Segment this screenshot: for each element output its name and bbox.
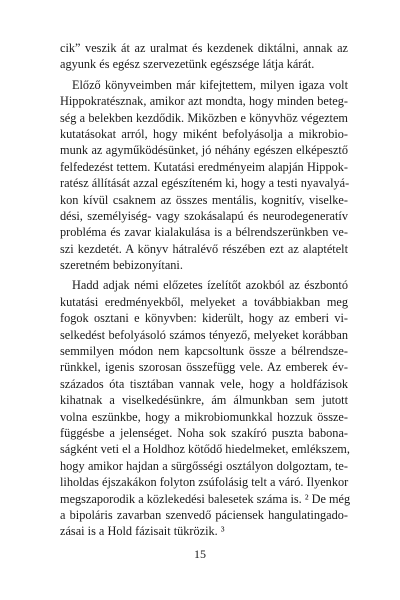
text-line: ságként veti el a Holdhoz kötődő hiedelmeket, emlékszem, (60, 442, 350, 457)
text-line: megszaporodik a közlekedési balesetek száma is. ² De még (60, 491, 351, 506)
text-line: kon kívül csaknem az összes mentális, kognitív, viselke- (60, 192, 348, 207)
text-line: cik” veszik át az uralmat és kezdenek diktálni, annak az (60, 41, 348, 55)
text-line: ség a belekben kezdődik. Miközben e könyvhöz végeztem (60, 110, 348, 125)
text-line: volna eszünkbe, hogy a mikrobiomunkkal hozzuk össze- (60, 409, 348, 424)
text-line: selkedést befolyásoló számos tényező, melyeket korábban (60, 327, 348, 342)
text-line: dési, személyiség- vagy szokásalapú és neurodegeneratív (60, 208, 348, 223)
text-line: Hippokratésznak, amikor azt mondta, hogy minden beteg- (60, 94, 348, 109)
text-line: Előző könyveimben már kifejtettem, milyen igaza volt (72, 77, 348, 92)
text-line: hogy amikor hajdan a sürgősségi osztályon dolgoztam, te- (60, 458, 348, 473)
text-line: ratész állítását azzal egészíteném ki, hogy a testi nyavalyá- (60, 176, 350, 191)
text-line: Hadd adjak némi előzetes ízelítőt azokból az észbontó (72, 278, 348, 293)
text-line: kihatnak a viselkedésünkre, ám álmunkban sem jutott (60, 393, 348, 408)
text-line: felfedezést tettem. Kutatási eredményeim alapján Hippok- (60, 159, 348, 174)
body-text (60, 40, 351, 540)
text-line: agyunk és egész szervezetünk egészsége látja kárát. (60, 57, 315, 72)
text-line: munk az agyműködésünket, jó néhány egészen elképesztő (60, 143, 348, 158)
text-line: a bipoláris zavarban szenvedő páciensek hangulatingado- (60, 507, 348, 522)
text-line: szi kezdetét. A könyv hátralévő részében ezt az alaptételt (60, 241, 348, 256)
text-line: szeretném bebizonyítani. (60, 258, 183, 273)
text-line: függésbe a jelenséget. Noha sok szakíró puszta babona- (60, 425, 348, 440)
text-line: zásai is a Hold fázisait tükrözik. ³ (60, 524, 225, 539)
text-line: kutatási eredményekből, melyeket a továbbiakban meg (60, 294, 348, 309)
text-line: rünkkel, igenis szorosan összefügg vele. Az emberek év- (60, 360, 348, 375)
page-number: 15 (194, 547, 206, 561)
text-line: probléma és zavar kialakulása is a bélrendszerünkben ve- (60, 225, 348, 240)
text-line: liholdas éjszakákon folyton zsúfolásig telt a váró. Ilyenkor (60, 475, 349, 490)
text-line: semmilyen módon nem kapcsoltunk össze a bélrendsze- (60, 344, 348, 359)
text-line: kutatásokat arról, hogy miként befolyásolja a mikrobio- (60, 126, 348, 141)
text-line: fogok osztani e könyvben: kiderült, hogy az emberi vi- (60, 311, 348, 326)
text-line: százados óta tisztában vannak vele, hogy a holdfázisok (60, 376, 348, 391)
